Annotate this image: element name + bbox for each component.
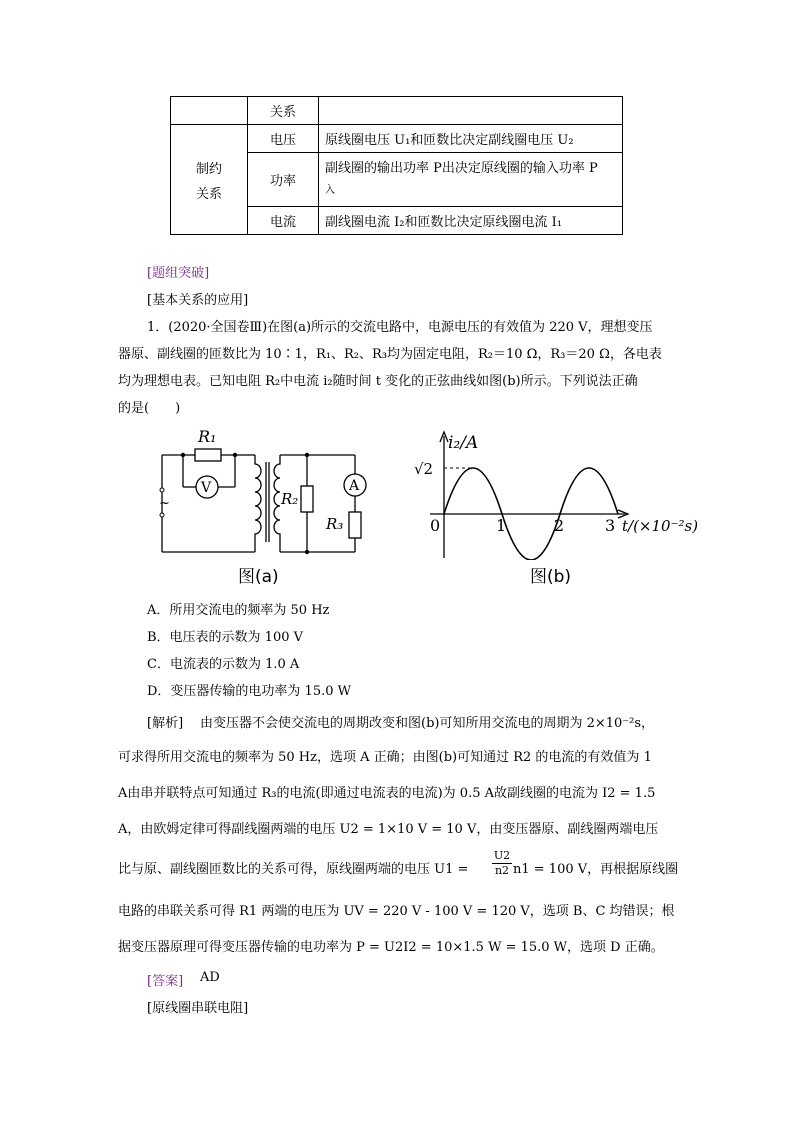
x-tick-2: 2 bbox=[554, 516, 565, 535]
figure-b-graph bbox=[400, 428, 710, 560]
analysis-line5b: n1 = 100 V，再根据原线圈 bbox=[513, 862, 679, 877]
answer-value: AD bbox=[200, 970, 220, 985]
figure-b-caption: 图(b) bbox=[530, 567, 572, 587]
row-name-power: 功率 bbox=[248, 153, 319, 207]
question-line1: 1．(2020·全国卷Ⅲ)在图(a)所示的交流电路中，电源电压的有效值为 220 V，理想变压 bbox=[147, 320, 653, 335]
label-r2: R₂ bbox=[281, 490, 299, 508]
circuit-diagram bbox=[150, 422, 380, 562]
table-cell-empty bbox=[171, 97, 248, 125]
label-r3: R₃ bbox=[326, 515, 344, 533]
row-name-voltage: 电压 bbox=[248, 125, 319, 153]
ammeter-label: A bbox=[349, 478, 360, 494]
x-axis-label: t/(×10⁻²s) bbox=[622, 517, 699, 535]
question-line4: 的是( ) bbox=[118, 401, 181, 416]
option-d: D．变压器传输的电功率为 15.0 W bbox=[147, 684, 351, 699]
question-line3: 均为理想电表。已知电阻 R₂中电流 i₂随时间 t 变化的正弦曲线如图(b)所示。下列说法正确 bbox=[118, 374, 638, 389]
analysis-line1: 由变压器不会使交流电的周期改变和图(b)可知所用交流电的周期为 2×10⁻²s， bbox=[200, 716, 655, 731]
section-title: [题组突破] bbox=[147, 266, 210, 281]
origin-label: 0 bbox=[430, 516, 441, 535]
group-label-line2: 关系 bbox=[195, 186, 222, 202]
analysis-line2: 可求得所用交流电的频率为 50 Hz，选项 A 正确；由图(b)可知通过 R2 的电流的有效值为 1 bbox=[118, 750, 652, 765]
fraction-numerator: U2 bbox=[493, 849, 511, 862]
x-tick-1: 1 bbox=[496, 516, 507, 535]
fraction bbox=[492, 849, 512, 878]
label-r1: R₁ bbox=[198, 427, 217, 446]
analysis-line7: 据变压器原理可得变压器传输的电功率为 P = U2I2 = 10×1.5 W = 15.0 W，选项 D 正确。 bbox=[118, 940, 664, 955]
analysis-line4: A，由欧姆定律可得副线圈两端的电压 U2 = 1×10 V = 10 V，由变压器原、副线圈两端电压 bbox=[118, 822, 659, 837]
x-tick-3: 3 bbox=[605, 516, 616, 535]
subsection-title: [基本关系的应用] bbox=[147, 293, 249, 308]
row-name-current: 电流 bbox=[248, 207, 319, 235]
answer-label: [答案] bbox=[147, 974, 184, 989]
group-label-line1: 制约 bbox=[195, 161, 222, 177]
option-c: C．电流表的示数为 1.0 A bbox=[147, 657, 300, 672]
analysis-line3: A由串并联特点可知通过 R₃的电流(即通过电流表的电流)为 0.5 A故副线圈的电流为 I2 = 1.5 bbox=[118, 786, 656, 801]
fraction-denominator: n2 bbox=[494, 864, 510, 877]
table-group-label bbox=[171, 125, 248, 235]
sine-graph bbox=[400, 428, 710, 560]
y-max-label: √2 bbox=[414, 460, 434, 478]
voltmeter-label: V bbox=[201, 480, 212, 496]
table-cell-relation: 关系 bbox=[248, 97, 319, 125]
row-desc-voltage: 原线圈电压 U₁和匝数比决定副线圈电压 U₂ bbox=[319, 125, 623, 153]
figure-a-caption: 图(a) bbox=[238, 567, 279, 587]
analysis-line6: 电路的串联关系可得 R1 两端的电压为 UV = 220 V - 100 V = 120 V，选项 B、C 均错误；根 bbox=[118, 904, 675, 919]
figure-a-circuit bbox=[150, 422, 380, 562]
row-desc-power-line1: 副线圈的输出功率 P出决定原线圈的输入功率 P bbox=[325, 160, 598, 176]
question-line2: 器原、副线圈的匝数比为 10∶1，R₁、R₂、R₃均为固定电阻，R₂＝10 Ω，R₃＝20 Ω，各电表 bbox=[118, 347, 662, 362]
analysis-line5a: 比与原、副线圈匝数比的关系可得，原线圈两端的电压 U1 = bbox=[118, 862, 469, 877]
relation-table bbox=[170, 96, 623, 235]
row-desc-current: 副线圈电流 I₂和匝数比决定原线圈电流 I₁ bbox=[319, 207, 623, 235]
table-cell bbox=[319, 97, 623, 125]
option-b: B．电压表的示数为 100 V bbox=[147, 630, 304, 645]
analysis-label: [解析] bbox=[147, 716, 184, 731]
source-symbol: ~ bbox=[159, 496, 170, 511]
row-desc-power bbox=[319, 153, 623, 207]
row-desc-power-line2: 入 bbox=[325, 184, 335, 196]
y-axis-label: i₂/A bbox=[448, 433, 479, 453]
option-a: A．所用交流电的频率为 50 Hz bbox=[147, 603, 330, 618]
next-section-title: [原线圈串联电阻] bbox=[147, 1001, 249, 1016]
